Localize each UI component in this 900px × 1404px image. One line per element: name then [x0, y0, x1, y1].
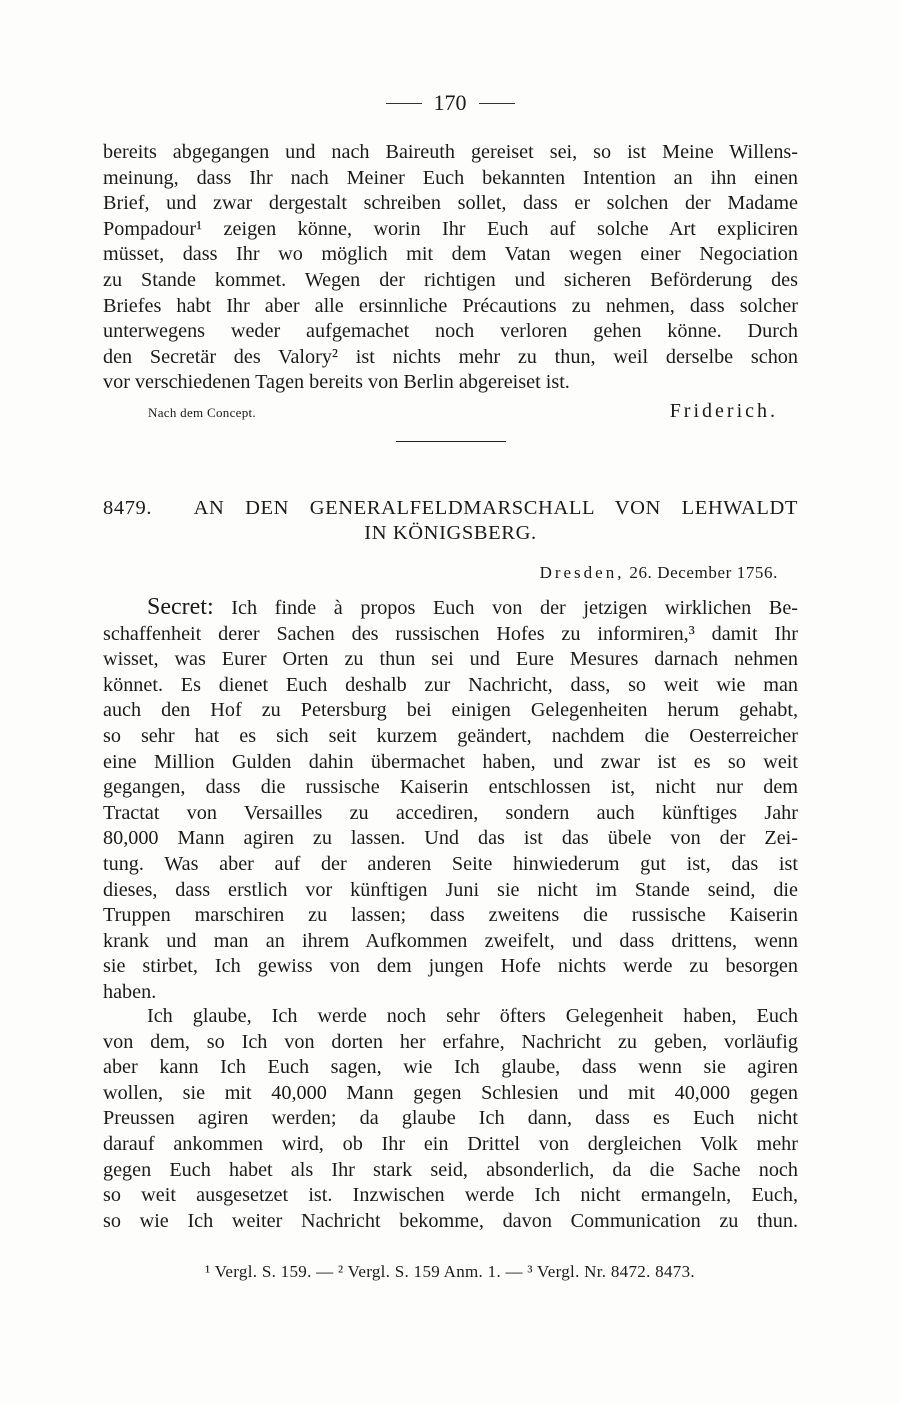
text-line: haben. [103, 980, 157, 1003]
date-place: Dresden, [539, 563, 625, 582]
text-line: eine Million Gulden dahin übermachet haben, und zwar ist es so weit [103, 750, 798, 773]
text-line: tung. Was aber auf der anderen Seite hinwiederum gut ist, das ist [103, 852, 798, 875]
text-line: sie stirbet, Ich gewiss von dem jungen Hofe nichts werde zu besorgen [103, 955, 798, 978]
text-line: krank und man an ihrem Aufkommen zweifelt, und dass drittens, wenn [103, 929, 798, 952]
letter-recipient: AN DEN GENERALFELDMARSCHALL VON LEHWALDT [193, 497, 799, 519]
text-line: 80,000 Mann agiren zu lassen. Und das ist das übele von der Zei- [103, 827, 798, 850]
text-line: Brief, und zwar dergestalt schreiben sollet, dass er solchen der Madame [103, 192, 798, 215]
signature: Friderich. [669, 400, 778, 422]
text-line: zu Stande kommet. Wegen der richtigen und sicheren Beförderung des [103, 268, 798, 291]
header-dash-right [479, 103, 515, 104]
date: 26. December 1756. [629, 563, 778, 582]
text-line: gegangen, dass die russische Kaiserin entschlossen ist, nicht nur dem [103, 776, 798, 799]
text-line: Truppen marschiren zu lassen; dass zweitens die russische Kaiserin [103, 904, 798, 927]
text-line: auch den Hof zu Petersburg bei einigen Gelegenheiten herum gehabt, [103, 699, 798, 722]
text-line: Briefes habt Ihr aber alle ersinnliche Précautions zu nehmen, dass solcher [103, 294, 798, 317]
salutation: Secret: [147, 594, 214, 620]
text-line: darauf ankommen wird, ob Ihr ein Drittel von dergleichen Volk mehr [103, 1132, 798, 1155]
text-line: den Secretär des Valory² ist nichts mehr zu thun, weil derselbe schon [103, 345, 798, 368]
text-line: Tractat von Versailles zu accediren, sondern auch künftiges Jahr [103, 801, 798, 824]
text-line: unterwegens weder aufgemachet noch verloren gehen könne. Durch [103, 320, 798, 343]
text-line: so wie Ich weiter Nachricht bekomme, davon Communication zu thun. [103, 1209, 798, 1232]
text-line: wisset, was Eurer Orten zu thun sei und Eure Mesures darnach nehmen [103, 648, 798, 671]
text-line: so sehr hat es sich seit kurzem geändert, nachdem die Oesterreicher [103, 724, 798, 747]
text-line: wollen, sie mit 40,000 Mann gegen Schlesien und mit 40,000 gegen [103, 1081, 798, 1104]
text-line: gegen Euch habet als Ihr stark seid, absonderlich, da die Sache noch [103, 1158, 798, 1181]
page-number: 170 [433, 90, 467, 115]
text-line: Secret: Ich finde à propos Euch von der jetzigen wirklichen Be- [147, 594, 799, 620]
text-line: müsset, dass Ihr wo möglich mit dem Vatan wegen einer Negociation [103, 243, 798, 266]
page-header [0, 90, 900, 116]
section-divider [396, 441, 506, 442]
text-line: aber kann Ich Euch sagen, wie Ich glaube, dass wenn sie agiren [103, 1056, 798, 1079]
text-line: bereits abgegangen und nach Baireuth gereiset sei, so ist Meine Willens- [103, 141, 798, 163]
source-note: Nach dem Concept. [148, 405, 256, 420]
letter-heading-line1 [103, 496, 798, 521]
letter-body-paragraph-1 [103, 595, 798, 1006]
text-line: von dem, so Ich von dorten her erfahre, Nachricht zu geben, vorläufig [103, 1030, 798, 1053]
header-dash-left [386, 103, 422, 104]
text-line: könnet. Es dienet Euch deshalb zur Nachricht, dass, so weit wie man [103, 673, 798, 696]
text-line: dieses, dass erstlich vor künftigen Juni sie nicht im Stande seind, die [103, 878, 798, 901]
footnotes: ¹ Vergl. S. 159. — ² Vergl. S. 159 Anm. 1. — ³ Vergl. Nr. 8472. 8473. [205, 1262, 695, 1281]
text-line: Ich glaube, Ich werde noch sehr öfters Gelegenheit haben, Euch [147, 1005, 798, 1027]
text-line: so weit ausgesetzet ist. Inzwischen werde Ich nicht ermangeln, Euch, [103, 1184, 798, 1207]
text-line: schaffenheit derer Sachen des russischen Hofes zu informiren,³ damit Ihr [103, 622, 798, 645]
letter-heading [103, 496, 798, 546]
paragraph-continued [103, 140, 798, 396]
text-line: Pompadour¹ zeigen könne, worin Ihr Euch auf solche Art expliciren [103, 217, 798, 240]
letter-body-paragraph-2 [103, 1004, 798, 1234]
letter-location: IN KÖNIGSBERG. [364, 522, 537, 544]
signoff [148, 400, 778, 423]
letter-number: 8479. [103, 497, 153, 519]
dateline [540, 563, 778, 583]
text-line: vor verschiedenen Tagen bereits von Berlin abgereiset ist. [103, 371, 570, 394]
text-line: Preussen agiren werden; da glaube Ich dann, dass es Euch nicht [103, 1107, 798, 1130]
text-line: meinung, dass Ihr nach Meiner Euch bekannten Intention an ihn einen [103, 166, 798, 189]
